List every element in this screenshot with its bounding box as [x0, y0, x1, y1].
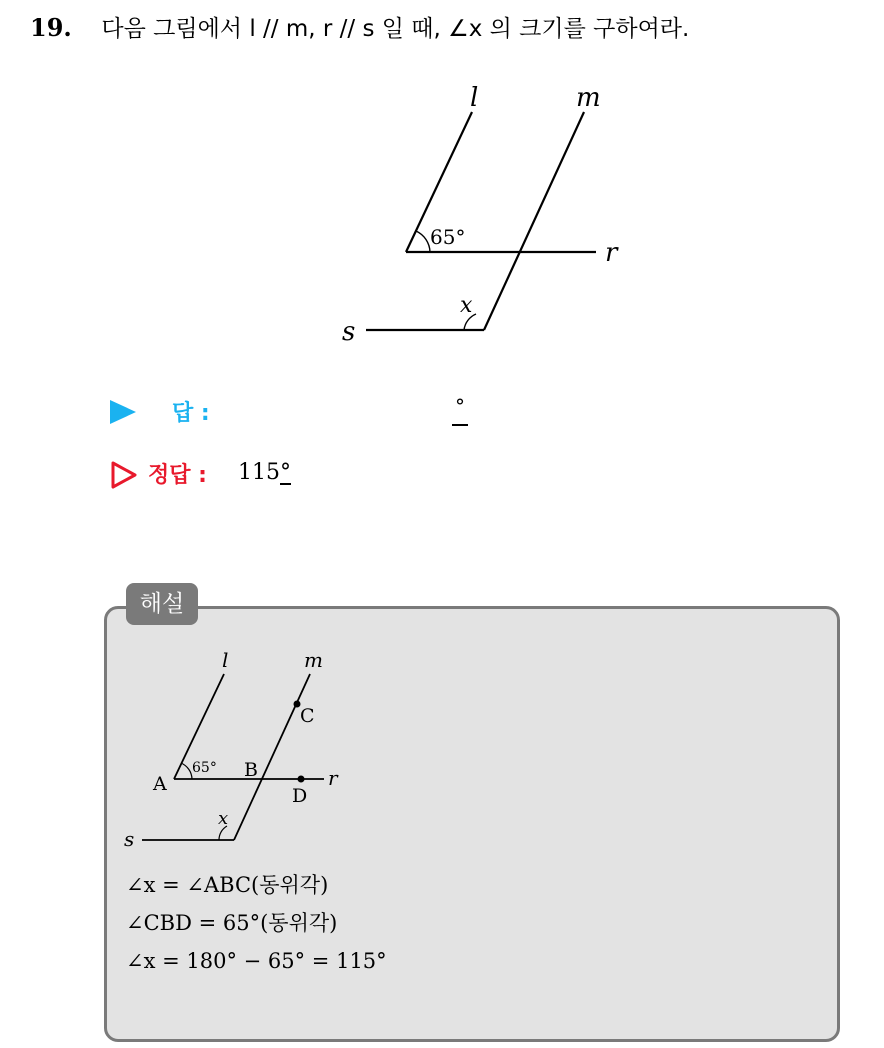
label-angle-x: x: [460, 293, 473, 318]
answer-input[interactable]: °: [452, 396, 468, 426]
main-figure: [330, 78, 640, 358]
question-number: 19.: [30, 13, 72, 42]
explanation-line: ∠CBD = 65°(동위각): [126, 911, 338, 935]
angle-arc-65: [416, 231, 430, 252]
question-text: 다음 그림에서 l // m, r // s 일 때, ∠x 의 크기를 구하여라.: [101, 16, 690, 42]
explanation-line: ∠x = ∠ABC(동위각): [126, 873, 329, 897]
point-d: [298, 776, 305, 783]
label-m: m: [576, 83, 601, 113]
label-point-d: D: [292, 785, 308, 807]
correct-label: 정답 :: [148, 463, 207, 488]
explanation-text: [126, 866, 387, 980]
expl-label-angle-x: x: [218, 808, 229, 829]
question-header: [30, 10, 689, 43]
correct-unit: °: [280, 460, 291, 485]
correct-number: 115: [238, 460, 280, 485]
label-point-c: C: [300, 705, 315, 727]
correct-row: [110, 458, 530, 492]
expl-label-r: r: [328, 766, 338, 790]
label-s: s: [342, 317, 356, 347]
explanation-tag: 해설: [126, 583, 198, 625]
outline-arrow-icon: [110, 461, 138, 489]
expl-angle-arc-65: [181, 763, 192, 779]
explanation-figure: [118, 640, 358, 855]
label-point-a: A: [153, 773, 167, 795]
label-point-b: B: [244, 759, 258, 781]
expl-line-m: [234, 674, 310, 840]
correct-answer-value: [238, 460, 291, 485]
expl-label-l: l: [222, 648, 229, 672]
expl-label-s: s: [124, 827, 135, 851]
expl-label-angle-65: 65°: [192, 760, 217, 776]
label-angle-65: 65°: [430, 225, 466, 249]
answer-row: [110, 396, 530, 430]
label-r: r: [605, 238, 618, 268]
expl-label-m: m: [304, 648, 323, 672]
explanation-line: ∠x = 180° − 65° = 115°: [126, 949, 387, 973]
line-m: [484, 112, 584, 330]
answer-label: 답 :: [172, 401, 210, 426]
label-l: l: [470, 83, 479, 113]
play-arrow-icon: [110, 400, 136, 424]
